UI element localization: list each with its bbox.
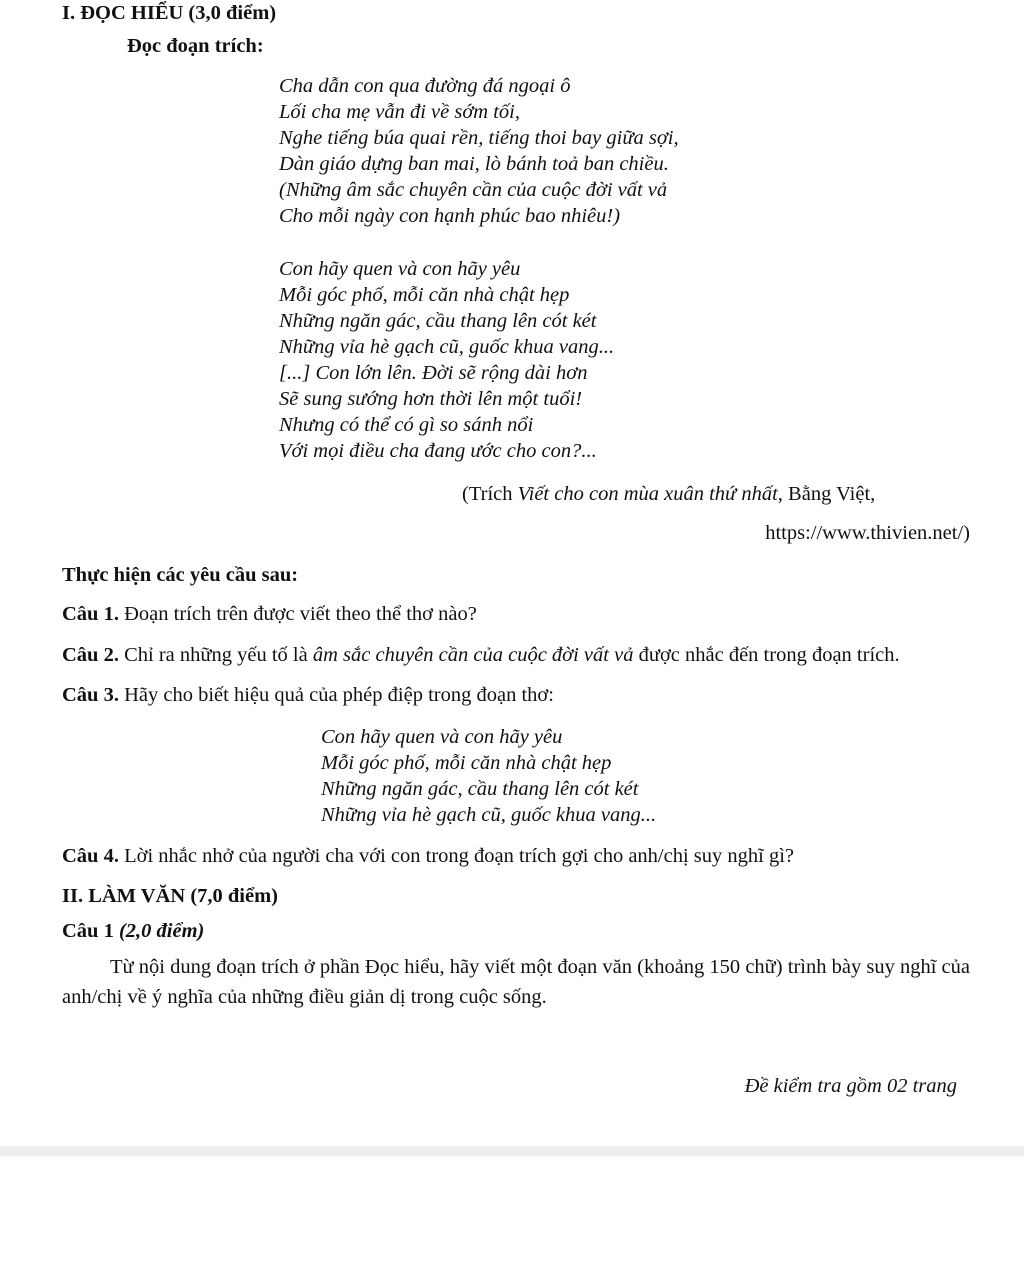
citation [462, 481, 875, 507]
question-1 [62, 601, 477, 627]
essay-question-1 [62, 918, 204, 944]
question-label: Câu 2. [62, 644, 119, 666]
section2-title: II. LÀM VĂN (7,0 điểm) [62, 885, 279, 907]
question-label: Câu 3. [62, 684, 119, 706]
question-3-poem [321, 724, 656, 828]
poem-line: Nhưng có thể có gì so sánh nổi [279, 414, 534, 436]
citation-prefix: (Trích [462, 483, 518, 505]
citation-url: https://www.thivien.net/) [765, 522, 970, 544]
essay-question-1-text [62, 952, 970, 1012]
question-text: được nhắc đến trong đoạn trích. [633, 644, 900, 666]
citation-title: Viết cho con mùa xuân thứ nhất [517, 483, 778, 505]
footer-note: Đề kiểm tra gồm 02 trang [744, 1075, 957, 1097]
poem-line: Dàn giáo dựng ban mai, lò bánh toả ban chiều. [279, 153, 669, 175]
poem-stanza-2 [279, 256, 614, 464]
section1-title: I. ĐỌC HIỂU (3,0 điểm) [62, 2, 277, 24]
question-emphasis: âm sắc chuyên cần của cuộc đời vất vả [312, 644, 634, 666]
question-points: (2,0 điểm) [118, 920, 205, 942]
poem-line: Những vỉa hè gạch cũ, guốc khua vang... [279, 336, 615, 358]
poem-line: [...] Con lớn lên. Đời sẽ rộng dài hơn [279, 362, 588, 384]
poem-line: Con hãy quen và con hãy yêu [279, 258, 521, 280]
question-4 [62, 843, 794, 869]
poem-line: Lối cha mẹ vẫn đi về sớm tối, [279, 101, 520, 123]
poem-line: Những ngăn gác, cầu thang lên cót két [321, 778, 639, 800]
poem-line: Sẽ sung sướng hơn thời lên một tuổi! [279, 388, 583, 410]
instructions-heading: Thực hiện các yêu cầu sau: [62, 564, 299, 586]
poem-line: Những vỉa hè gạch cũ, guốc khua vang... [321, 804, 657, 826]
question-text: Hãy cho biết hiệu quả của phép điệp trong đoạn thơ: [118, 684, 554, 706]
poem-stanza-1 [279, 73, 679, 229]
page-separator [0, 1146, 1024, 1156]
question-2 [62, 642, 900, 668]
essay-prompt: Từ nội dung đoạn trích ở phần Đọc hiểu, hãy viết một đoạn văn (khoảng 150 chữ) trình bày suy nghĩ của anh/chị về ý nghĩa của những điều giản dị trong cuộc sống. [62, 956, 970, 1008]
poem-line: Cha dẫn con qua đường đá ngoại ô [279, 75, 571, 97]
citation-author: , Bằng Việt, [777, 483, 876, 505]
poem-line: (Những âm sắc chuyên cần của cuộc đời vất vả [279, 179, 668, 201]
poem-line: Con hãy quen và con hãy yêu [321, 726, 563, 748]
poem-line: Nghe tiếng búa quai rền, tiếng thoi bay giữa sợi, [279, 127, 679, 149]
poem-line: Với mọi điều cha đang ước cho con?... [279, 440, 597, 462]
question-text: Đoạn trích trên được viết theo thể thơ nào? [118, 603, 477, 625]
question-label: Câu 1. [62, 603, 119, 625]
question-label: Câu 1 [62, 920, 119, 942]
poem-line: Mỗi góc phố, mỗi căn nhà chật hẹp [321, 752, 612, 774]
question-label: Câu 4. [62, 845, 119, 867]
poem-line: Những ngăn gác, cầu thang lên cót két [279, 310, 597, 332]
poem-line: Mỗi góc phố, mỗi căn nhà chật hẹp [279, 284, 570, 306]
question-text: Lời nhắc nhở của người cha với con trong đoạn trích gợi cho anh/chị suy nghĩ gì? [118, 845, 794, 867]
poem-line: Cho mỗi ngày con hạnh phúc bao nhiêu!) [279, 205, 621, 227]
question-3 [62, 682, 554, 708]
excerpt-label: Đọc đoạn trích: [127, 35, 264, 57]
question-text: Chỉ ra những yếu tố là [118, 644, 313, 666]
